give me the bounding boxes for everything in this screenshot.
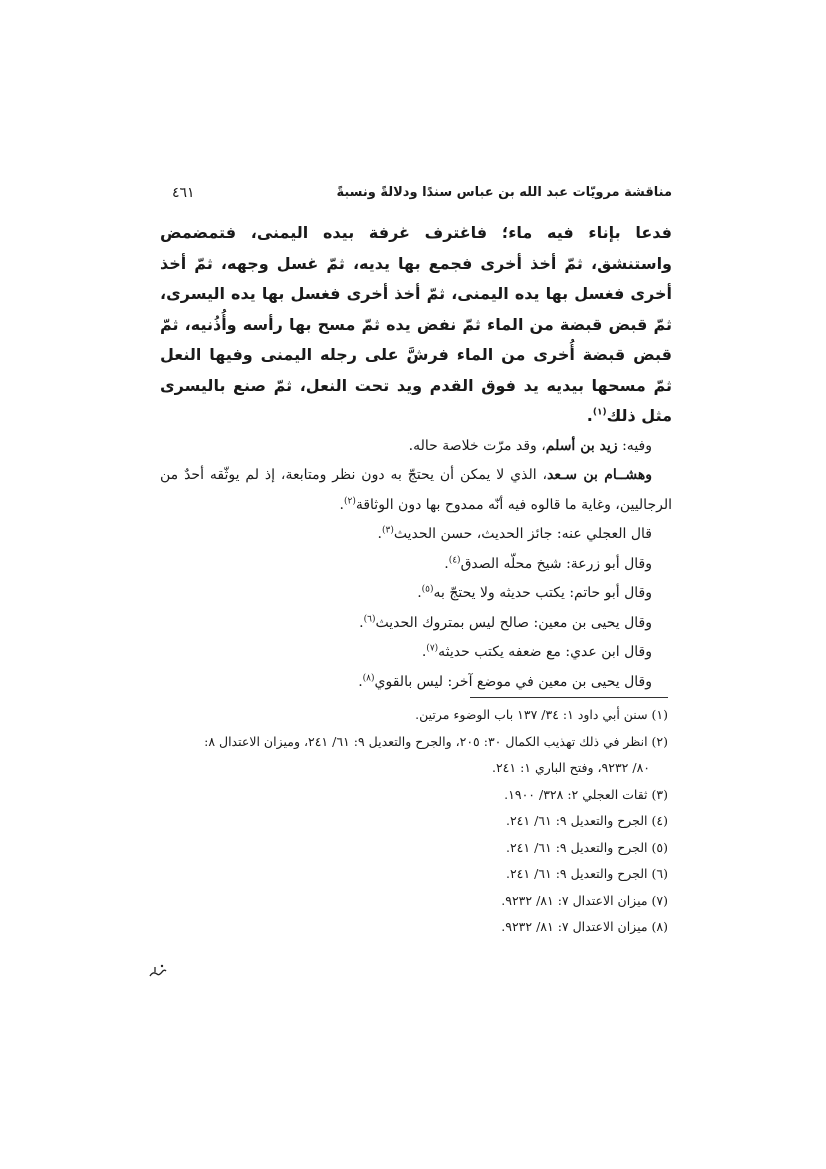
paragraph-hisham: وهشــام بن سـعد، الذي لا يمكن أن يحتجّ به دون نظر ومتابعة، إذ لم يوثّقه أحدٌ من الرجاليين، وغاية ما قالوه فيه أنّه ممدوح بها دون الوثاقة$^{(٢)}$. [160, 467, 672, 513]
page-end-mark-icon [147, 962, 169, 980]
p1-lead: وفيه: [617, 437, 652, 454]
quote-text: وقال ابن عدي: مع ضعفه يكتب حديثه [438, 644, 652, 660]
page-header [172, 185, 672, 205]
footnote-ref-3: (٣) [382, 525, 394, 536]
footnotes [160, 702, 668, 941]
page-body [160, 218, 672, 697]
narrator-name: وهشــام بن سـعد [547, 467, 652, 483]
footnote-separator [470, 697, 668, 698]
hadith-main: فدعا بإناء فيه ماء؛ فاغترف غرفة بيده اليمنى، فتمضمض واستنشق، ثمّ أخذ أخرى فجمع بها يديه، ثمّ غسل وجهه، ثمّ أخذ أخرى فغسل بها يده اليمنى، ثمّ أخذ أخرى فغسل بها يده اليسرى، ثمّ قبض قبضة من الماء ثمّ نفض يده ثمّ مسح بها رأسه وأُذُنيه، ثمّ قبض قبضة أُخرى من الماء فرشَّ على رجله اليمنى وفيها النعل ثمّ مسحها بيديه يد فوق القدم ويد تحت النعل، ثمّ صنع باليسرى مثل ذلك [160, 223, 672, 425]
footnote-6: (٦) الجرح والتعديل ٩: ٦١/ ٢٤١. [505, 866, 668, 881]
p1-rest: ، وقد مرّت خلاصة حاله. [408, 437, 546, 454]
footnote-8: (٨) ميزان الاعتدال ٧: ٨١/ ٩٢٣٢. [501, 919, 668, 934]
footnote-7: (٧) ميزان الاعتدال ٧: ٨١/ ٩٢٣٢. [501, 892, 668, 908]
footnote-3: (٣) ثقات العجلي ٢: ٣٢٨/ ١٩٠٠. [504, 786, 668, 802]
footnote-ref-4: (٤) [448, 554, 461, 565]
quote-text: وقال أبو حاتم: يكتب حديثه ولا يحتجّ به [433, 585, 652, 601]
quote-line: قال العجلي عنه: جائز الحديث، حسن الحديث$^{(٣)}$. [377, 525, 652, 542]
hadith-text: فدعا بإناء فيه ماء؛ فاغترف غرفة بيده اليمنى، فتمضمض واستنشق، ثمّ أخذ أخرى فجمع بها يديه، ثمّ غسل وجهه، ثمّ أخذ أخرى فغسل بها يده اليمنى، ثمّ أخذ أخرى فغسل بها يده اليسرى، ثمّ قبض قبضة من الماء ثمّ نفض يده ثمّ مسح بها رأسه وأُذُنيه، ثمّ قبض قبضة أُخرى من الماء فرشَّ على رجله اليمنى وفيها النعل ثمّ مسحها بيديه يد فوق القدم ويد تحت النعل، ثمّ صنع باليسرى مثل ذلك$^{(١)}$. [160, 223, 672, 425]
footnote-2: (٢) انظر في ذلك تهذيب الكمال ٣٠: ٢٠٥، والجرح والتعديل ٩: ٦١/ ٢٤١، وميزان الاعتدال ٨: [204, 733, 668, 749]
footnote-2-continued: ٨٠/ ٩٢٣٢، وفتح الباري ١: ٢٤١. [491, 760, 650, 775]
footnote-ref-5: (٥) [421, 584, 434, 595]
footnote-5: (٥) الجرح والتعديل ٩: ٦١/ ٢٤١. [505, 839, 668, 855]
footnote-ref-1: (١) [592, 407, 607, 418]
quote-line: وقال أبو زرعة: شيخ محلّه الصدق$^{(٤)}$. [444, 554, 652, 572]
footnote-ref-8: (٨) [362, 672, 375, 683]
quote-text: وقال يحيى بن معين في موضع آخر: ليس بالقوي [374, 673, 652, 690]
page-number: ٤٦١ [172, 185, 195, 201]
footnote-ref-2: (٢) [343, 495, 356, 506]
running-title: مناقشة مرويّات عبد الله بن عباس سندًا ودلالةً ونسبةً [336, 185, 672, 200]
quote-line: وقال أبو حاتم: يكتب حديثه ولا يحتجّ به$^{(٥)}$. [417, 584, 652, 601]
quote-text: وقال يحيى بن معين: صالح ليس بمتروك الحديث [375, 614, 652, 631]
narrator-name: زيد بن أسلم [545, 437, 618, 454]
quote-text: وقال أبو زرعة: شيخ محلّه الصدق [460, 555, 652, 572]
quote-text: قال العجلي عنه: جائز الحديث، حسن الحديث [393, 526, 652, 542]
p2-rest: ، الذي لا يمكن أن يحتجّ به دون نظر ومتابعة، إذ لم يوثّقه أحدٌ من الرجاليين، وغاية ما قالوه فيه أنّه ممدوح بها دون الوثاقة [160, 467, 672, 513]
footnote-ref-7: (٧) [426, 643, 439, 654]
quote-line: وقال ابن عدي: مع ضعفه يكتب حديثه$^{(٧)}$. [421, 643, 652, 660]
footnote-4: (٤) الجرح والتعديل ٩: ٦١/ ٢٤١. [505, 813, 668, 828]
quote-line: وقال يحيى بن معين: صالح ليس بمتروك الحديث$^{(٦)}$. [359, 613, 652, 631]
paragraph-zayd [160, 432, 672, 462]
quote-line: وقال يحيى بن معين في موضع آخر: ليس بالقوي$^{(٨)}$. [358, 672, 652, 690]
footnote-ref-6: (٦) [363, 613, 376, 624]
footnote-1: (١) سنن أبي داود ١: ٣٤/ ١٣٧ باب الوضوء مرتين. [415, 707, 668, 722]
